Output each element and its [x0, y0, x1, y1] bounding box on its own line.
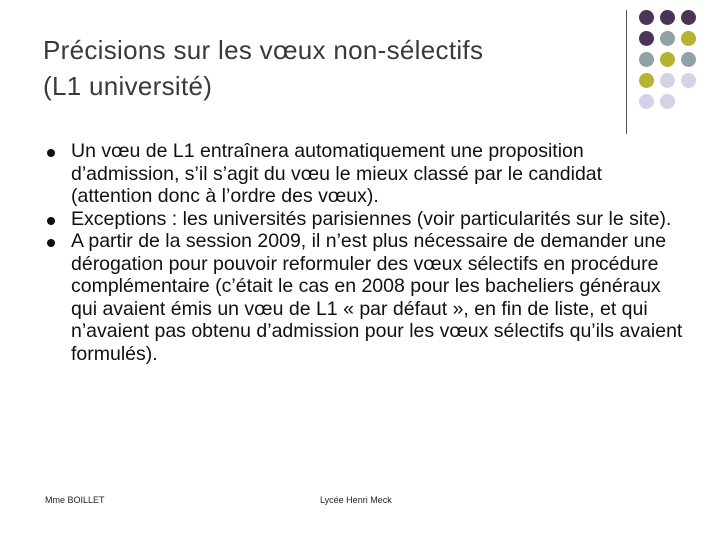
bullet-text: A partir de la session 2009, il n’est plus nécessaire de demander une dérogation pour pouvoir reformuler des vœux sélectifs en procédure complémentaire (c’était le cas en 2008 pour les bacheliers généraux qui avaient émis un vœu de L1 « par défaut », en fin de liste, et qui n’avaient pas obtenu d’admission pour les vœux sélectifs qu’ils avaient formulés). [71, 230, 683, 365]
bullet-dot-icon [47, 239, 55, 247]
decorative-dot [660, 52, 675, 67]
footer-school: Lycée Henri Meck [320, 495, 392, 505]
decorative-dot [660, 10, 675, 25]
decorative-dot [660, 94, 675, 109]
bullet-item [47, 208, 687, 231]
decorative-dot [639, 31, 654, 46]
decorative-dot [681, 73, 696, 88]
bullet-dot-icon [47, 217, 55, 225]
decorative-dot [639, 94, 654, 109]
slide-title [43, 32, 623, 104]
decorative-dot [681, 31, 696, 46]
slide-title-line-1: Précisions sur les vœux non-sélectifs [43, 35, 484, 65]
bullet-text: Exceptions : les universités parisiennes (voir particularités sur le site). [71, 207, 672, 230]
footer-author: Mme BOILLET [45, 495, 105, 505]
bullet-item [47, 230, 687, 365]
bullet-dot-icon [47, 149, 55, 157]
decorative-dot [660, 73, 675, 88]
title-divider [626, 10, 627, 134]
decorative-dot-grid [639, 10, 719, 120]
decorative-dot [681, 10, 696, 25]
decorative-dot [660, 31, 675, 46]
decorative-dot [681, 52, 696, 67]
bullet-text: Un vœu de L1 entraînera automatiquement une proposition d’admission, s’il s’agit du vœu le mieux classé par le candidat (attention donc à l’ordre des vœux). [71, 140, 603, 207]
decorative-dot [639, 73, 654, 88]
bullet-item [47, 140, 687, 208]
decorative-dot [639, 52, 654, 67]
bullet-list [47, 140, 687, 365]
decorative-dot [639, 10, 654, 25]
slide-title-line-2: (L1 université) [43, 71, 213, 101]
